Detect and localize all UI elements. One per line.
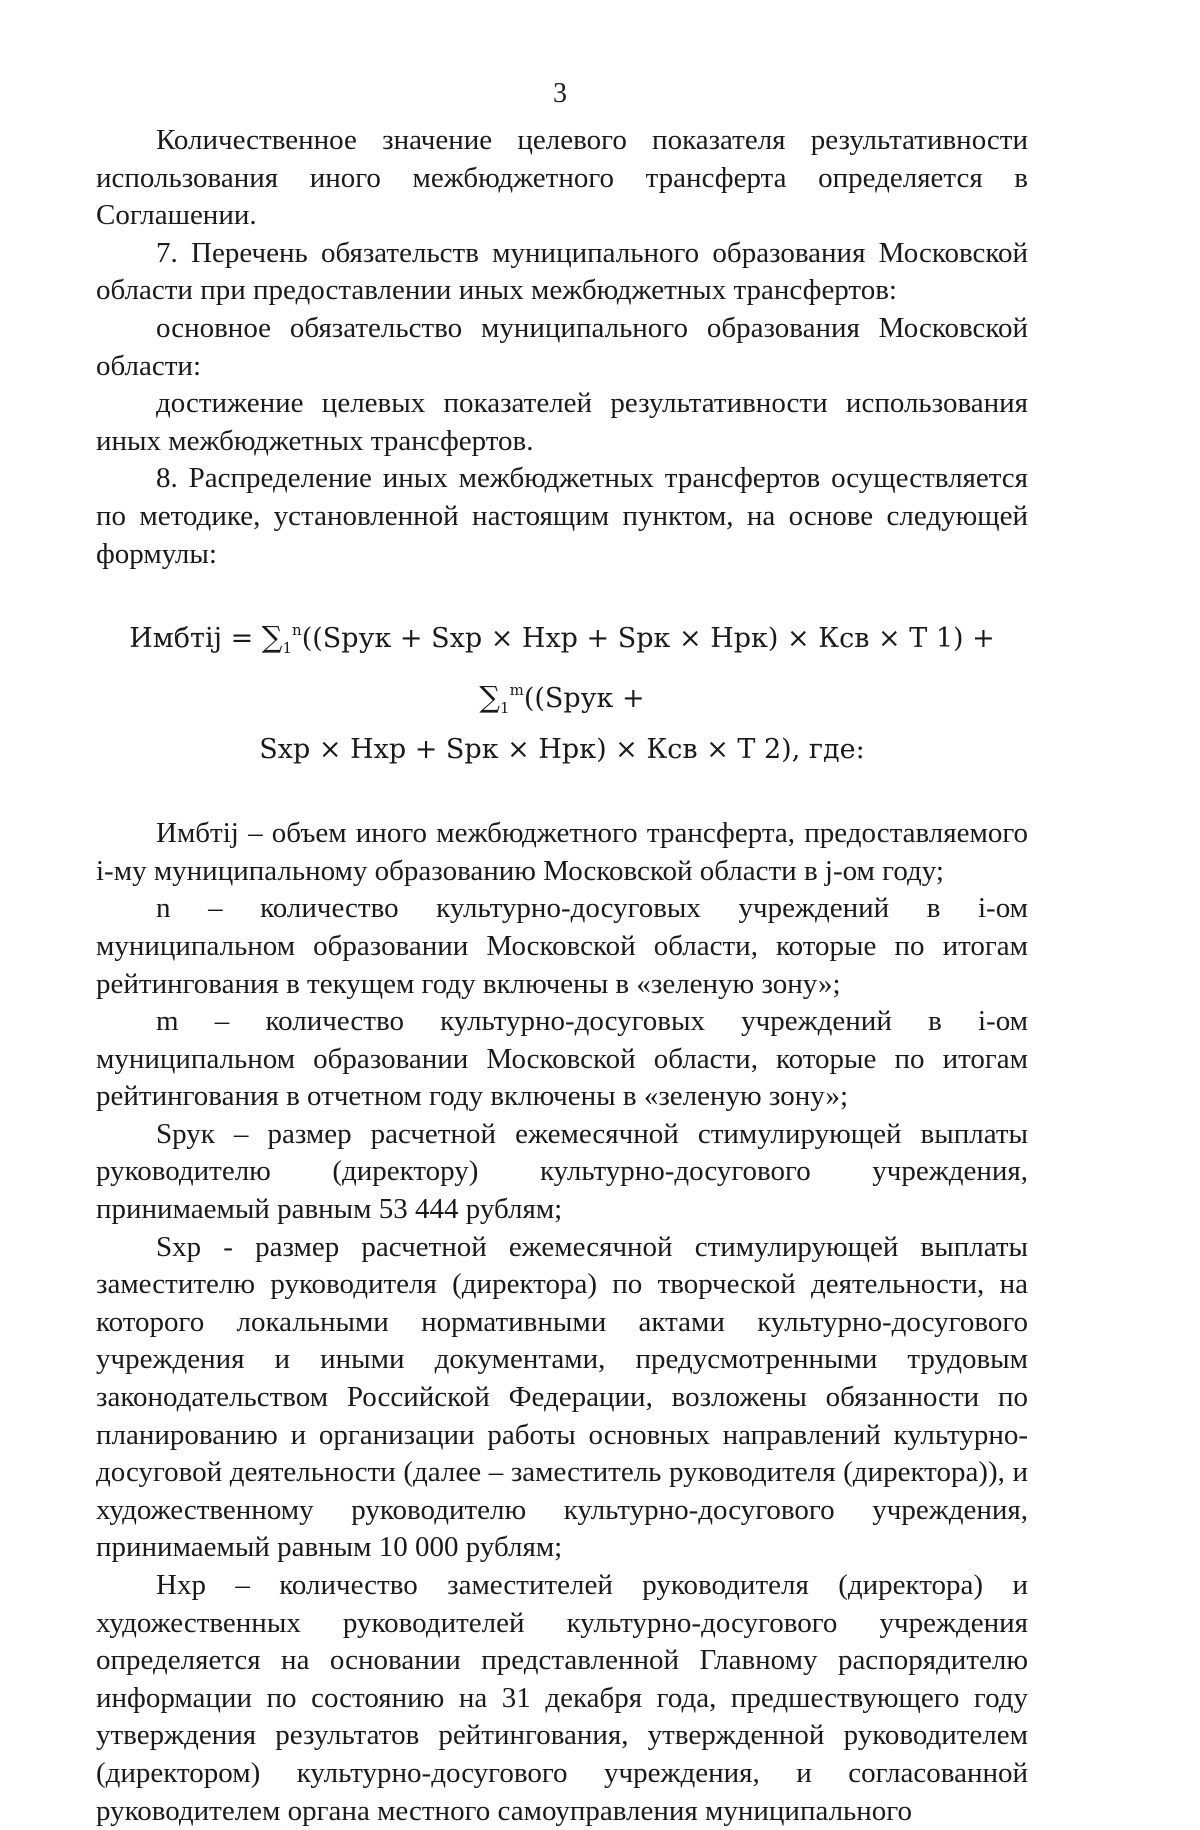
paragraph-main-obligation: основное обязательство муниципального образования Московской области:: [96, 311, 1028, 382]
page-number: 3: [553, 78, 567, 109]
formula-part-2: ((Sрук +: [523, 683, 645, 715]
paragraph-distribution: 8. Распределение иных межбюджетных трансфертов осуществляется по методике, установленной настоящим пунктом, на основе следующей формулы:: [96, 462, 1028, 570]
sum1-upper: n: [292, 621, 302, 640]
paragraph-achievement: достижение целевых показателей результативности использования иных межбюджетных трансфертов.: [96, 387, 1028, 457]
definition-shr: Sхр - размер расчетной ежемесячной стимулирующей выплаты заместителю руководителя (директора) по творческой деятельности, на которого локальными нормативными актами культурно-досугового учреждения и иными документами, предусмотренными трудовым законодательством Российской Федерации, возложены обязанности по планированию и организации работы основных направлений культурно-досуговой деятельности (далее – заместитель руководителя (директора)), и художественному руководителю культурно-досугового учреждения, принимаемый равным 10 000 рублям;: [96, 1230, 1028, 1564]
definition-imbt: Имбтij – объем иного межбюджетного трансферта, предоставляемого i-му муниципальному образованию Московской области в j-ом году;: [96, 817, 1028, 887]
formula-part-1: ((Sрук + Sхр × Нхр + Sрк × Нрк) × Ксв × Т 1) +: [301, 623, 995, 655]
document-body: [96, 122, 1028, 1830]
paragraph-target-value: Количественное значение целевого показателя результативности использования иного межбюджетного трансферта определяется в Соглашении.: [96, 124, 1028, 232]
formula-line-2: Sхр × Нхр + Sрк × Нрк) × Ксв × Т 2), где:: [259, 734, 865, 766]
formula-lhs: Имбтij: [129, 623, 222, 655]
formula-line-1: Имбтij = $\sum_1^n((Sрук$ + Sхр × Нхр + Sрк × Нрк) × Ксв × Т $1) + \sum_1^m((Sрук$ +: [129, 620, 995, 718]
definition-sruk: Sрук – размер расчетной ежемесячной стимулирующей выплаты руководителю (директору) культурно-досугового учреждения, принимаемый равным 53 444 рублям;: [96, 1117, 1028, 1226]
sum2-lower: 1: [500, 699, 510, 718]
paragraph-obligations-list: 7. Перечень обязательств муниципального образования Московской области при предоставлении иных межбюджетных трансфертов:: [96, 236, 1028, 307]
sum2-upper: m: [509, 681, 524, 700]
definition-nhr: Нхр – количество заместителей руководителя (директора) и художественных руководителей культурно-досугового учреждения определяется на основании представленной Главному распорядителю информации по состоянию на 31 декабря года, предшествующего году утверждения результатов рейтингования, утвержденной руководителем (директором) культурно-досугового учреждения, и согласованной руководителем органа местного самоуправления муниципального: [96, 1569, 1028, 1827]
sum-symbol-1: $\sum_1^n$: [261, 620, 302, 658]
distribution-formula: [96, 609, 1028, 771]
definition-m: m – количество культурно-досуговых учреждений в i-ом муниципальном образовании Московской области, которые по итогам рейтингования в отчетном году включены в «зеленую зону»;: [96, 1005, 1028, 1113]
definition-n: n – количество культурно-досуговых учреждений в i-ом муниципальном образовании Московской области, которые по итогам рейтингования в текущем году включены в «зеленую зону»;: [96, 892, 1028, 1000]
sum1-lower: 1: [282, 639, 293, 658]
sum-symbol-2: $\sum_1^m$: [479, 680, 524, 718]
